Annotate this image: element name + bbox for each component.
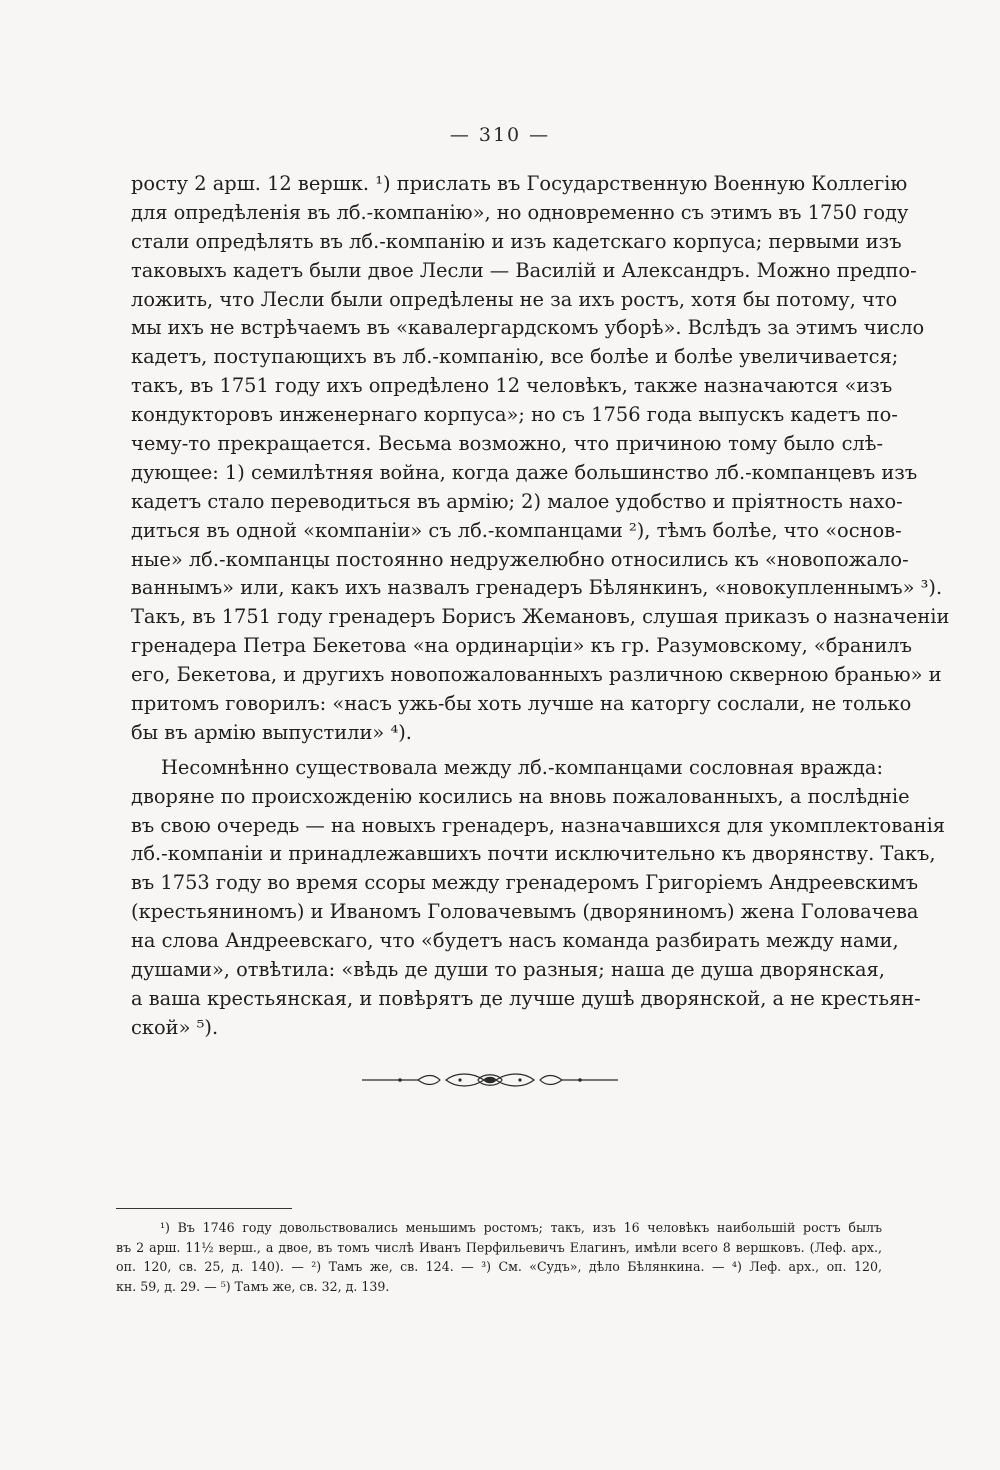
text-line: чему-то прекращается. Весьма возможно, что причиною тому было слѣ- — [131, 432, 883, 456]
text-line: ваннымъ» или, какъ ихъ назвалъ гренадеръ Бѣлянкинъ, «новокупленнымъ» ³). — [131, 576, 943, 600]
footnote-line: кн. 59, д. 29. — ⁵) Тамъ же, св. 32, д. 139. — [116, 1278, 390, 1294]
footnote-line: въ 2 арш. 11½ верш., а двое, въ томъ числѣ Иванъ Перфильевичъ Елагинъ, имѣли всего 8 вершковъ. (Леф. арх., — [116, 1239, 882, 1255]
text-line: кадетъ, поступающихъ въ лб.-компанію, все болѣе и болѣе увеличивается; — [131, 345, 899, 369]
footnote-rule — [116, 1208, 292, 1209]
text-line: Несомнѣнно существовала между лб.-компанцами сословная вражда: — [161, 755, 883, 779]
footnote-line: оп. 120, св. 25, д. 140). — ²) Тамъ же, св. 124. — ³) См. «Судъ», дѣло Бѣлянкина. — ⁴) Леф. арх., оп. 120, — [116, 1259, 882, 1275]
text-line: Такъ, въ 1751 году гренадеръ Борисъ Жемановъ, слушая приказъ о назначеніи — [131, 605, 950, 629]
text-line: притомъ говорилъ: «насъ ужь-бы хоть лучше на каторгу сослали, не только — [131, 692, 912, 716]
footnote-line: ¹) Въ 1746 году довольствовались меньшимъ ростомъ; такъ, изъ 16 человѣкъ наибольшій ростъ былъ — [160, 1220, 882, 1235]
text-line: росту 2 арш. 12 вершк. ¹) прислать въ Государственную Военную Коллегію — [131, 172, 908, 195]
text-line: такъ, въ 1751 году ихъ опредѣлено 12 человѣкъ, также назначаются «изъ — [131, 374, 893, 398]
text-line: стали опредѣлять въ лб.-компанію и изъ кадетскаго корпуса; первыми изъ — [131, 229, 902, 253]
text-line: въ 1753 году во время ссоры между гренадеромъ Григоріемъ Андреевскимъ — [131, 871, 919, 895]
text-line: диться въ одной «компаніи» съ лб.-компанцами ²), тѣмъ болѣе, что «основ- — [131, 518, 902, 542]
text-line: гренадера Петра Бекетова «на ординарціи» къ гр. Разумовскому, «бранилъ — [131, 634, 912, 658]
text-line: для опредѣленія въ лб.-компанію», но одновременно съ этимъ въ 1750 году — [131, 200, 909, 224]
text-line: ской» ⁵). — [131, 1015, 219, 1039]
ornamental-divider-icon — [360, 1070, 620, 1090]
text-line: въ свою очередь — на новыхъ гренадеръ, назначавшихся для укомплектованія — [131, 813, 946, 837]
text-line: душами», отвѣтила: «вѣдь де души то разныя; наша де душа дворянская, — [131, 958, 885, 982]
text-line: (крестьяниномъ) и Иваномъ Головачевымъ (дворяниномъ) жена Головачева — [131, 900, 919, 924]
text-line: кадетъ стало переводиться въ армію; 2) малое удобство и пріятность нахо- — [131, 489, 903, 513]
text-line: ложить, что Лесли были опредѣлены не за ихъ ростъ, хотя бы потому, что — [131, 287, 898, 311]
text-line: а ваша крестьянская, и повѣрятъ де лучше душѣ дворянской, а не крестьян- — [131, 986, 921, 1010]
text-line: кондукторовъ инженернаго корпуса»; но съ 1756 года выпускъ кадетъ по- — [131, 403, 898, 427]
page-number: — 310 — — [449, 124, 551, 146]
text-line: дворяне по происхожденію косились на вновь пожалованныхъ, а послѣдніе — [131, 784, 910, 808]
text-line: на слова Андреевскаго, что «будетъ насъ команда разбирать между нами, — [131, 929, 899, 953]
text-line: дующее: 1) семилѣтняя война, когда даже большинство лб.-компанцевъ изъ — [131, 460, 918, 484]
body-text — [131, 170, 950, 1043]
text-line: мы ихъ не встрѣчаемъ въ «кавалергардскомъ уборѣ». Вслѣдъ за этимъ число — [131, 316, 925, 340]
text-line: его, Бекетова, и другихъ новопожалованныхъ различною скверною бранью» и — [131, 663, 942, 687]
text-line: таковыхъ кадетъ были двое Лесли — Василій и Александръ. Можно предпо- — [131, 258, 917, 282]
text-line: ные» лб.-компанцы постоянно недружелюбно относились къ «новопожало- — [131, 547, 909, 571]
text-line: лб.-компаніи и принадлежавшихъ почти исключительно къ дворянству. Такъ, — [131, 842, 936, 866]
text-line: бы въ армію выпустили» ⁴). — [131, 720, 412, 744]
footnotes — [116, 1218, 882, 1296]
